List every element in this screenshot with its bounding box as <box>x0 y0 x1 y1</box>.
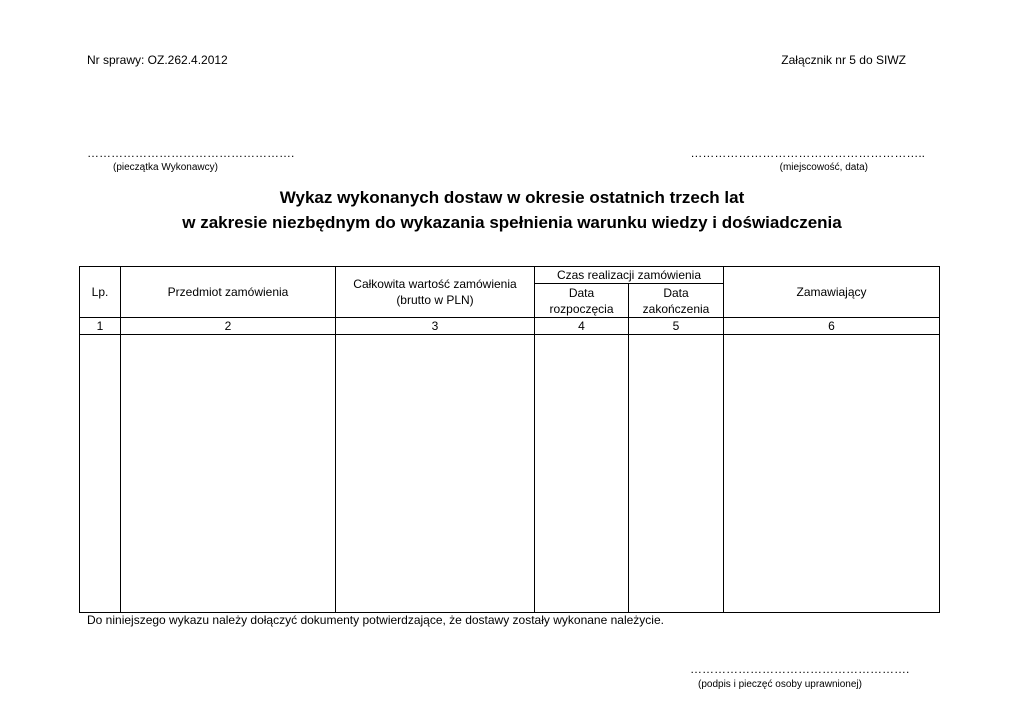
title-line-1: Wykaz wykonanych dostaw w okresie ostatnich trzech lat <box>279 188 745 207</box>
header-value <box>336 267 535 318</box>
case-number: Nr sprawy: OZ.262.4.2012 <box>87 53 228 67</box>
signature-caption: (podpis i pieczęć osoby uprawnionej) <box>698 679 862 690</box>
stamp-caption: (pieczątka Wykonawcy) <box>113 162 218 173</box>
deliveries-table <box>79 266 940 613</box>
signature-dots: ………………………………………………. <box>690 662 910 676</box>
title-line-2: w zakresie niezbędnym do wykazania spełnienia warunku wiedzy i doświadczenia <box>182 213 842 232</box>
header-time: Czas realizacji zamówienia <box>535 267 724 284</box>
empty-cell[interactable] <box>121 335 336 613</box>
col-number: 4 <box>535 318 629 335</box>
header-start-date <box>535 284 629 318</box>
footer-note: Do niniejszego wykazu należy dołączyć dokumenty potwierdzające, że dostawy zostały wykonane należycie. <box>87 613 664 627</box>
empty-cell[interactable] <box>724 335 940 613</box>
empty-cell[interactable] <box>629 335 724 613</box>
header-value-line1: Całkowita wartość zamówienia <box>353 277 517 291</box>
header-value-line2: (brutto w PLN) <box>396 293 474 307</box>
header-end-line1: Data <box>663 285 689 300</box>
col-number: 5 <box>629 318 724 335</box>
header-end-date <box>629 284 724 318</box>
place-caption: (miejscowość, data) <box>779 162 868 173</box>
empty-cell[interactable] <box>535 335 629 613</box>
header-start-line1: Data <box>568 285 595 300</box>
header-lp: Lp. <box>80 267 121 318</box>
column-numbers-row <box>80 318 940 335</box>
header-end-line2: zakończenia <box>642 301 710 316</box>
stamp-dots: ……………………………………………. <box>87 146 295 160</box>
empty-cell[interactable] <box>336 335 535 613</box>
col-number: 6 <box>724 318 940 335</box>
attachment-label: Załącznik nr 5 do SIWZ <box>781 53 906 67</box>
header-start-line2: rozpoczęcia <box>549 301 614 316</box>
place-dots: ………………………………………………….. <box>690 146 925 160</box>
col-number: 1 <box>80 318 121 335</box>
header-client: Zamawiający <box>724 267 940 318</box>
empty-cell[interactable] <box>80 335 121 613</box>
col-number: 2 <box>121 318 336 335</box>
col-number: 3 <box>336 318 535 335</box>
header-subject: Przedmiot zamówienia <box>121 267 336 318</box>
table-row <box>80 335 940 613</box>
